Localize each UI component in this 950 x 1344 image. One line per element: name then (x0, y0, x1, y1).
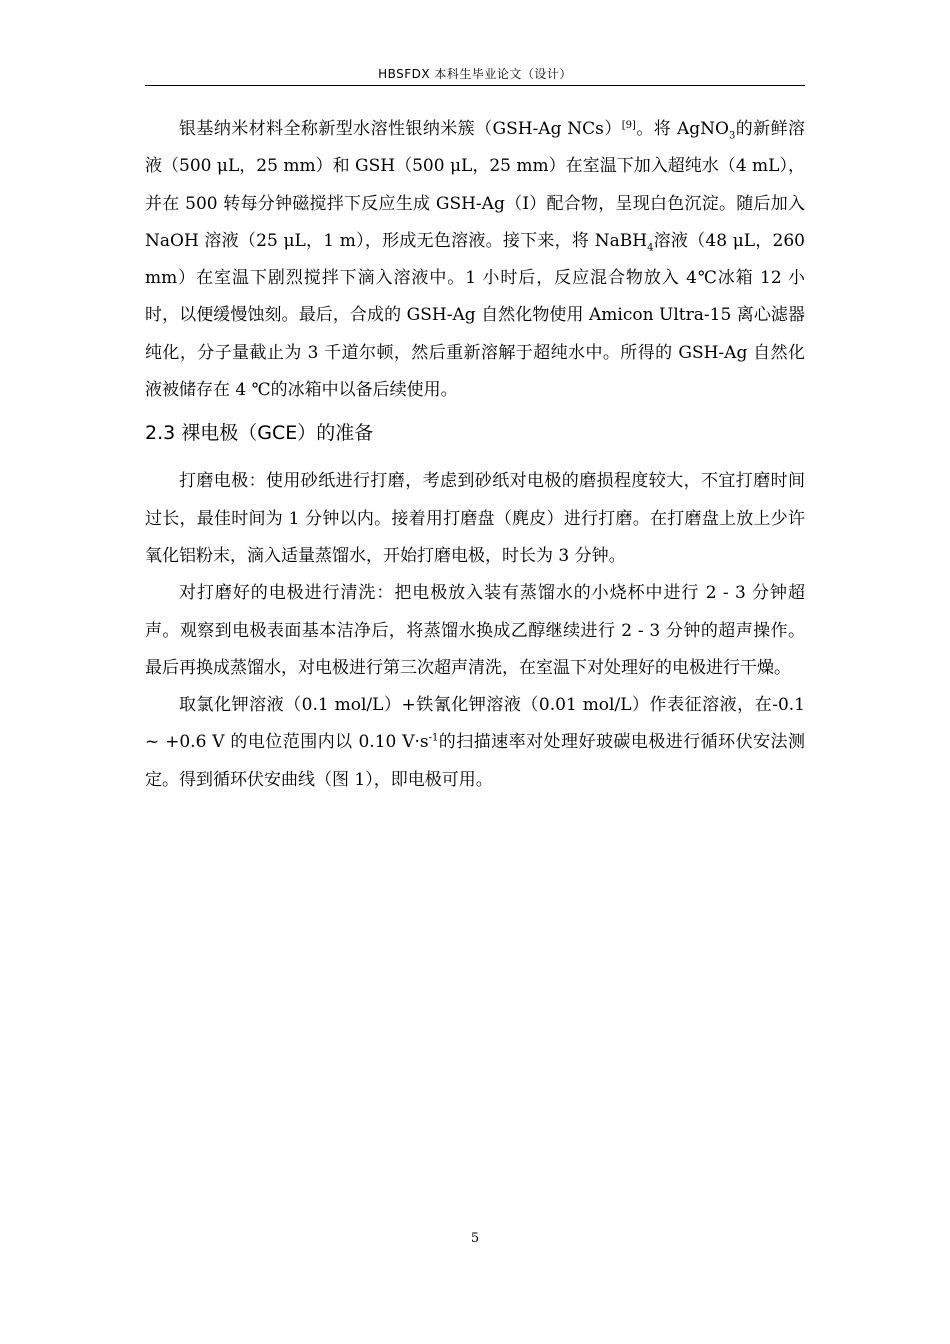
running-header: HBSFDX 本科生毕业论文（设计） (378, 67, 572, 81)
superscript: -1 (428, 732, 439, 744)
text-run: 。将 AgNO (635, 119, 729, 139)
paragraph-synthesis (145, 111, 805, 409)
subscript: 3 (728, 130, 736, 142)
page-content (145, 111, 805, 799)
text-run: 的新鲜溶液（500 μL，25 mm）和 GSH（500 μL，25 mm）在室温下加入超纯水（4 mL），并在 500 转每分钟磁搅拌下反应生成 GSH-Ag（I）配合物，呈现白色沉淀。随后加入 NaOH 溶液（25 μL，1 m），形成无色溶液。接下来，将 NaBH (145, 119, 805, 251)
text-run: 银基纳米材料全称新型水溶性银纳米簇（GSH-Ag NCs） (179, 119, 622, 139)
paragraph-cleaning: 对打磨好的电极进行清洗：把电极放入装有蒸馏水的小烧杯中进行 2 - 3 分钟超声。观察到电极表面基本洁净后，将蒸馏水换成乙醇继续进行 2 - 3 分钟的超声操作。最后再换成蒸馏水，对电极进行第三次超声清洗，在室温下对处理好的电极进行干燥。 (145, 583, 805, 678)
text-run: 的扫描速率对处理好玻碳电极进行循环伏安法测定。得到循环伏安曲线（图 1），即电极可用。 (145, 732, 805, 790)
subscript: 4 (647, 242, 654, 254)
page-number: 5 (470, 1231, 480, 1246)
paragraph-characterization (145, 687, 805, 799)
text-run: 溶液（48 μL，260 mm）在室温下剧烈搅拌下滴入溶液中。1 小时后，反应混合物放入 4℃冰箱 12 小时，以便缓慢蚀刻。最后，合成的 GSH-Ag 自然化物使用 Amicon Ultra-15 离心滤器纯化，分子量截止为 3 千道尔顿，然后重新溶解于超纯水中。所得的 GSH-Ag 自然化液被储存在 4 ℃的冰箱中以备后续使用。 (145, 230, 805, 401)
section-heading: 2.3 裸电极（GCE）的准备 (145, 422, 374, 445)
text-run: 取氯化钾溶液（0.1 mol/L）+铁氰化钾溶液（0.01 mol/L）作表征溶液，在-0.1 ~ +0.6 V 的电位范围内以 0.10 V·s (145, 695, 805, 753)
paragraph-polishing: 打磨电极：使用砂纸进行打磨，考虑到砂纸对电极的磨损程度较大，不宜打磨时间过长，最佳时间为 1 分钟以内。接着用打磨盘（麂皮）进行打磨。在打磨盘上放上少许氧化铝粉末，滴入适量蒸馏水，开始打磨电极，时长为 3 分钟。 (145, 471, 805, 566)
header-rule (145, 85, 805, 86)
citation-marker: [9] (621, 120, 636, 131)
